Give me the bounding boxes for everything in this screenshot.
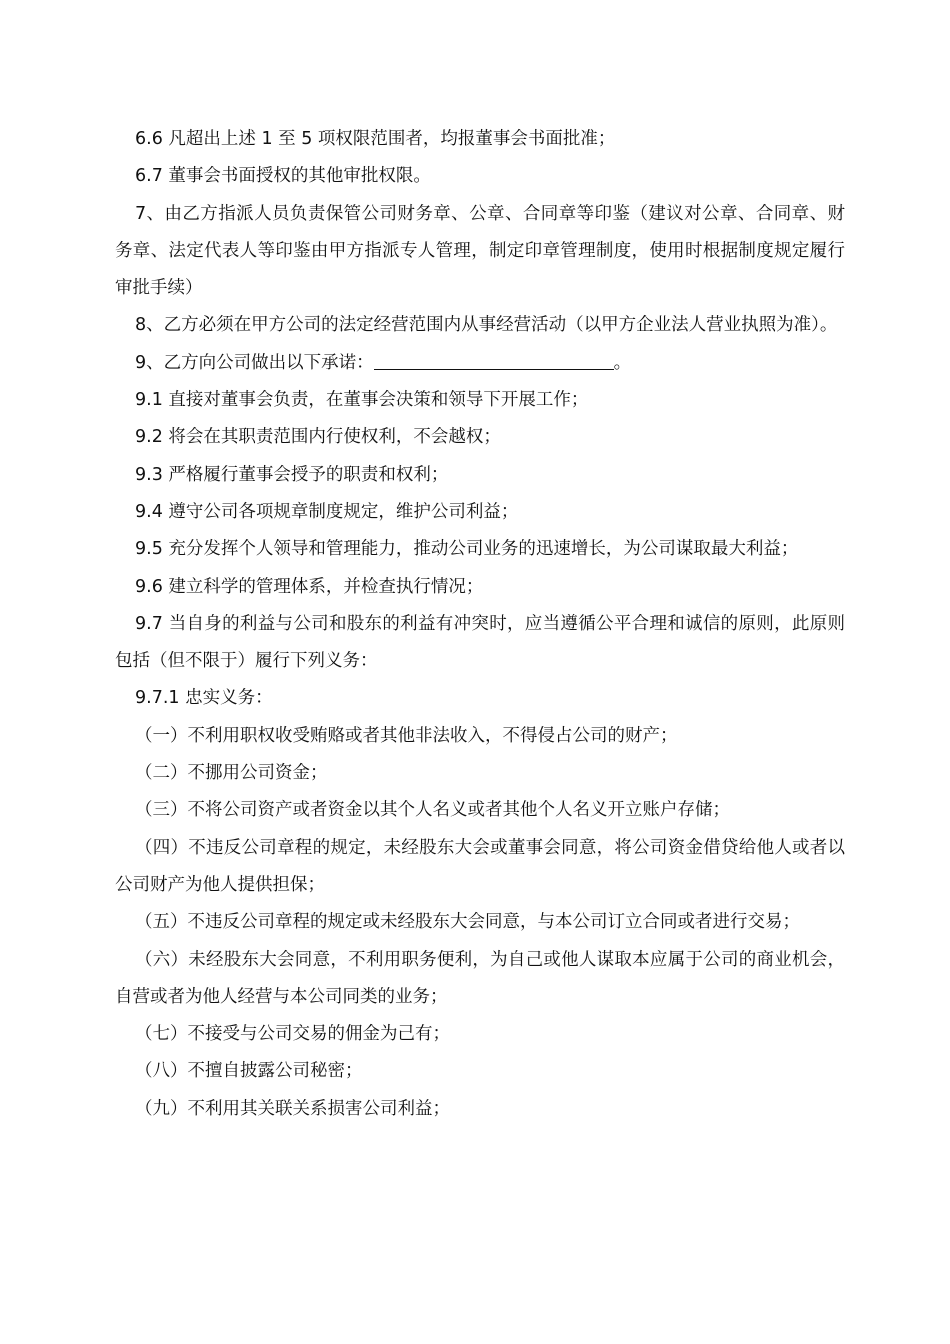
duty-item-8: （八）不擅自披露公司秘密； (135, 1061, 363, 1082)
clause-7: 7、由乙方指派人员负责保管公司财务章、公章、合同章等印鉴（建议对公章、合同章、财务章、法定代表人等印鉴由甲方指派专人管理，制定印章管理制度，使用时根据制度规定履行审批手续） (115, 203, 845, 299)
duty-item-3: （三）不将公司资产或者资金以其个人名义或者其他个人名义开立账户存储； (135, 800, 730, 821)
duty-item-6: （六）未经股东大会同意，不利用职务便利，为自己或他人谋取本应属于公司的商业机会，自营或者为他人经营与本公司同类的业务； (115, 949, 845, 1007)
duty-item-1: （一）不利用职权收受贿赂或者其他非法收入，不得侵占公司的财产； (135, 725, 678, 746)
duty-item-5: （五）不违反公司章程的规定或未经股东大会同意，与本公司订立合同或者进行交易； (135, 912, 800, 933)
document-page (115, 121, 845, 1128)
duty-item-9: （九）不利用其关联关系损害公司利益； (135, 1098, 450, 1119)
clause-9-end: 。 (613, 352, 632, 373)
clause-9-1: 9.1 直接对董事会负责，在董事会决策和领导下开展工作； (135, 390, 589, 411)
commitment-blank-field (374, 351, 614, 370)
clause-6-6: 6.6 凡超出上述 1 至 5 项权限范围者，均报董事会书面批准； (135, 129, 616, 149)
clause-9-5: 9.5 充分发挥个人领导和管理能力，推动公司业务的迅速增长，为公司谋取最大利益； (135, 539, 799, 560)
duty-item-7: （七）不接受与公司交易的佣金为己有； (135, 1024, 450, 1045)
clause-6-7: 6.7 董事会书面授权的其他审批权限。 (135, 166, 431, 187)
clause-9 (115, 345, 845, 382)
clause-9-7-1: 9.7.1 忠实义务： (135, 688, 273, 709)
clause-9-3: 9.3 严格履行董事会授予的职责和权利； (135, 464, 449, 485)
duty-item-2: （二）不挪用公司资金； (135, 763, 328, 784)
clause-9-4: 9.4 遵守公司各项规章制度规定，维护公司利益； (135, 501, 519, 522)
duty-item-4: （四）不违反公司章程的规定，未经股东大会或董事会同意，将公司资金借贷给他人或者以公司财产为他人提供担保； (115, 837, 845, 895)
clause-9-6: 9.6 建立科学的管理体系，并检查执行情况； (135, 576, 484, 597)
clause-9-2: 9.2 将会在其职责范围内行使权利，不会越权； (135, 427, 501, 448)
clause-8: 8、乙方必须在甲方公司的法定经营范围内从事经营活动（以甲方企业法人营业执照为准）。 (135, 315, 838, 336)
clause-9-7: 9.7 当自身的利益与公司和股东的利益有冲突时，应当遵循公平合理和诚信的原则，此原则包括（但不限于）履行下列义务： (115, 613, 845, 672)
clause-9-text: 9、乙方向公司做出以下承诺： (135, 352, 374, 373)
